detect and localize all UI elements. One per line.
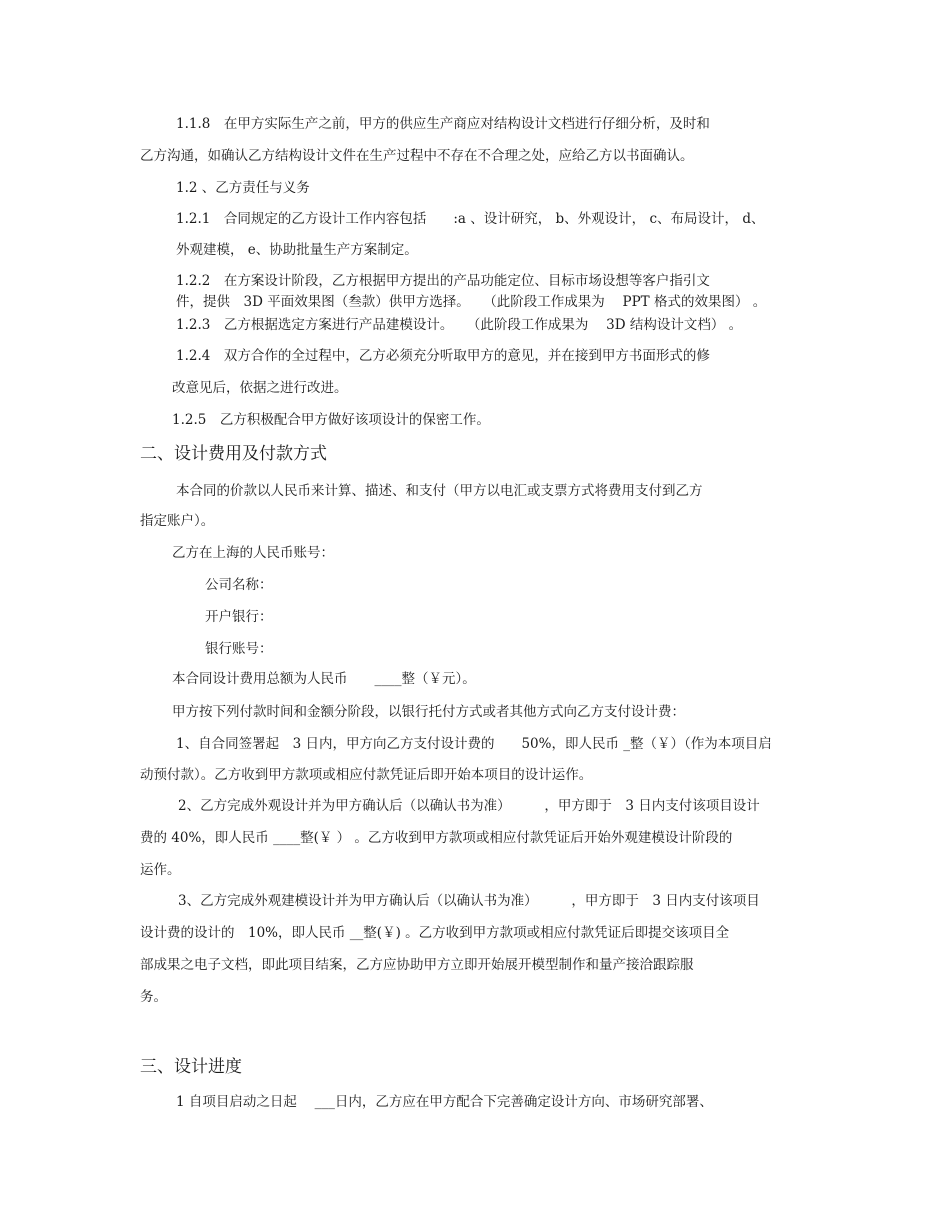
schedule-item-1: 1 自项目启动之日起 ___日内，乙方应在甲方配合下完善确定设计方向、市场研究部署、 [176,1094,713,1110]
payment-3-line-2: 设计费的设计的 10%，即人民币 __整(￥) 。乙方收到甲方款项或相应付款凭证后即提交该项目全 [140,925,730,941]
clause-1-1-8-line-1: 1.1.8 在甲方实际生产之前，甲方的供应生产商应对结构设计文档进行仔细分析，及时和 [176,116,710,132]
payment-2-line-3: 运作。 [140,862,181,878]
section-3-heading: 三、设计进度 [140,1057,242,1077]
clause-1-2-3: 1.2.3 乙方根据选定方案进行产品建模设计。 （此阶段工作成果为 3D 结构设计文档） 。 [176,317,743,333]
section-1-2-heading: 1.2 、乙方责任与义务 [176,180,310,196]
total-fee-line: 本合同设计费用总额为人民币 ____整（￥元）。 [172,671,476,687]
clause-1-2-1-line-1: 1.2.1 合同规定的乙方设计工作内容包括 :a 、设计研究， b、外观设计， c、布局设计， d、 [176,211,765,227]
clause-1-2-2-line-2: 件，提供 3D 平面效果图（叁款）供甲方选择。 （此阶段工作成果为 PPT 格式的效果图） 。 [176,294,767,310]
section-2-heading: 二、设计费用及付款方式 [140,444,327,464]
payment-3-line-1: 3、乙方完成外观建模设计并为甲方确认后（以确认书为准） ，甲方即于 3 日内支付该项目 [178,893,760,909]
payment-intro-line-2: 指定账户）。 [140,513,215,529]
payment-schedule-intro: 甲方按下列付款时间和金额分阶段，以银行托付方式或者其他方式向乙方支付设计费： [172,704,685,720]
clause-1-2-4-line-1: 1.2.4 双方合作的全过程中，乙方必须充分听取甲方的意见，并在接到甲方书面形式的修 [176,348,710,364]
payment-2-line-2: 费的 40%，即人民币 ____整(￥ ） 。乙方收到甲方款项或相应付款凭证后开始外观建模设计阶段的 [140,830,733,846]
clause-1-2-1-line-2: 外观建模， e、协助批量生产方案制定。 [176,242,418,258]
company-name-label: 公司名称： [205,577,273,593]
payment-3-line-4: 务。 [140,989,167,1005]
payment-2-line-1: 2、乙方完成外观设计并为甲方确认后（以确认书为准） ，甲方即于 3 日内支付该项目设计 [178,798,760,814]
payment-3-line-3: 部成果之电子文档，即此项目结案，乙方应协助甲方立即开始展开模型制作和量产接洽跟踪服 [140,957,694,973]
payment-1-line-2: 动预付款）。乙方收到甲方款项或相应付款凭证后即开始本项目的设计运作。 [140,767,593,783]
clause-1-2-4-line-2: 改意见后，依据之进行改进。 [172,380,348,396]
payment-1-line-1: 1、自合同签署起 3 日内，甲方向乙方支付设计费的 50%，即人民币 _整（￥）（作为本项目启 [176,736,772,752]
clause-1-2-2-line-1: 1.2.2 在方案设计阶段，乙方根据甲方提出的产品功能定位、目标市场设想等客户指引文 [176,273,710,289]
bank-label: 开户银行： [205,609,273,625]
clause-1-2-5: 1.2.5 乙方积极配合甲方做好该项设计的保密工作。 [172,412,490,428]
account-heading: 乙方在上海的人民币账号： [172,545,334,561]
clause-1-1-8-line-2: 乙方沟通，如确认乙方结构设计文件在生产过程中不存在不合理之处，应给乙方以书面确认。 [140,148,694,164]
payment-intro-line-1: 本合同的价款以人民币来计算、描述、和支付（甲方以电汇或支票方式将费用支付到乙方 [176,483,703,499]
account-number-label: 银行账号： [205,641,273,657]
